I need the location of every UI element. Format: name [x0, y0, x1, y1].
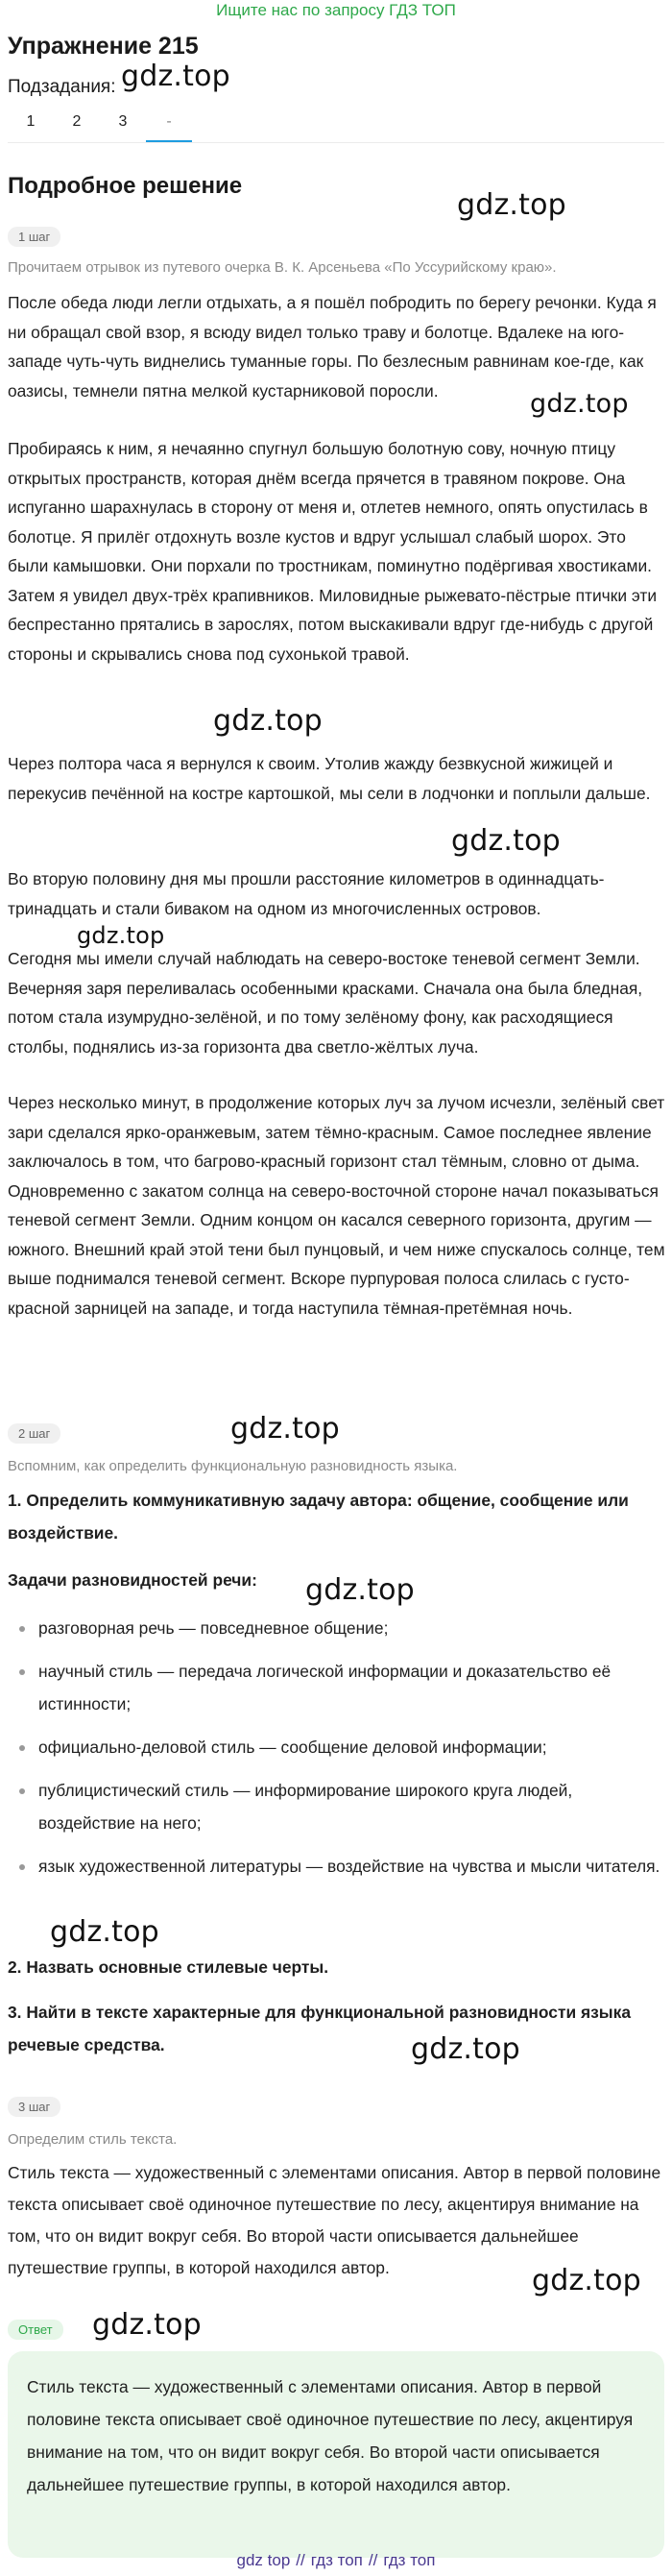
subtasks-tabs	[8, 104, 192, 142]
footer-links	[0, 2551, 672, 2570]
watermark: gdz.top	[532, 2264, 641, 2297]
answer-box	[8, 2351, 664, 2558]
answer-text: Стиль текста — художественный с элементами описания. Автор в первой половине текста описывает своё одиночное путешествие по лесу, акцентируя внимание на том, что он видит вокруг себя. Во второй части описывается дальнейшее путешествие группы, в которой находился автор.	[27, 2377, 634, 2494]
list-item: научный стиль — передача логической информации и доказательство её истинности;	[8, 1655, 666, 1720]
exercise-title: Упражнение 215	[8, 33, 199, 60]
bullet-icon	[19, 1745, 25, 1751]
footer-link[interactable]: гдз топ	[383, 2551, 436, 2569]
watermark: gdz.top	[213, 704, 323, 738]
list-item: разговорная речь — повседневное общение;	[8, 1612, 666, 1644]
tasks-heading: Задачи разновидностей речи:	[8, 1570, 257, 1590]
watermark: gdz.top	[305, 1573, 415, 1607]
instruction-point-3: 3. Найти в тексте характерные для функциональной разновидности языка речевые средства.	[8, 2003, 632, 2054]
step-badge: 2 шаг	[8, 1423, 60, 1444]
subtasks-label: Подзадания:	[8, 77, 116, 97]
footer-separator: //	[296, 2551, 305, 2569]
step-note: Прочитаем отрывок из путевого очерка В. К. Арсеньева «По Уссурийскому краю».	[8, 259, 557, 276]
watermark: gdz.top	[230, 1412, 340, 1446]
style-conclusion-text: Стиль текста — художественный с элементами описания. Автор в первой половине текста описывает своё одиночное путешествие по лесу, акцентируя внимание на том, что он видит вокруг себя. Во второй части описывается дальнейшее путешествие группы, в которой находился автор.	[8, 2163, 661, 2277]
speech-varieties-list	[8, 1612, 666, 1893]
watermark: gdz.top	[411, 2032, 520, 2066]
text-paragraph: Сегодня мы имели случай наблюдать на северо-востоке теневой сегмент Земли. Вечерняя заря переливалась особенными красками. Сначала она была бледная, потом стала изумрудно-зелёной, и по тому зелёному фону, как расходящиеся столбы, поднялись из-за горизонта два светло-жёлтых луча.	[8, 949, 643, 1057]
watermark: gdz.top	[92, 2308, 202, 2342]
text-paragraph: Во вторую половину дня мы прошли расстояние километров в одиннадцать-тринадцать и стали биваком на одном из многочисленных островов.	[8, 869, 605, 918]
solution-title: Подробное решение	[8, 173, 243, 199]
tabs-divider	[8, 142, 664, 143]
watermark: gdz.top	[530, 389, 629, 419]
list-item: официально-деловой стиль — сообщение деловой информации;	[8, 1731, 666, 1763]
footer-link[interactable]: гдз топ	[310, 2551, 363, 2569]
text-paragraph: После обеда люди легли отдыхать, а я пошёл побродить по берегу речонки. Куда я ни обращал свой взор, я всюду видел только траву и болотце. Вдалеке на юго-западе чуть-чуть виднелись туманные горы. По безлесным равнинам кое-где, как оазисы, темнели пятна мелкой кустарниковой поросли.	[8, 293, 657, 401]
step-badge: 1 шаг	[8, 227, 60, 247]
subtask-tab-3[interactable]: 3	[118, 113, 128, 130]
bullet-icon	[19, 1626, 25, 1632]
list-item: язык художественной литературы — воздействие на чувства и мысли читателя.	[8, 1850, 666, 1883]
step-note: Вспомним, как определить функциональную разновидность языка.	[8, 1458, 458, 1474]
watermark: gdz.top	[77, 922, 165, 949]
subtask-tab-1[interactable]: 1	[26, 113, 36, 130]
bullet-icon	[19, 1864, 25, 1870]
instruction-point-2: 2. Назвать основные стилевые черты.	[8, 1957, 329, 1977]
instruction-point-1: 1. Определить коммуникативную задачу автора: общение, сообщение или воздействие.	[8, 1491, 629, 1543]
text-paragraph: Через полтора часа я вернулся к своим. Утолив жажду безвкусной жижицей и перекусив печённой на костре картошкой, мы сели в лодчонки и поплыли дальше.	[8, 754, 651, 803]
watermark: gdz.top	[451, 824, 561, 858]
step-badge: 3 шаг	[8, 2097, 60, 2117]
watermark: gdz.top	[457, 188, 566, 222]
step-note: Определим стиль текста.	[8, 2131, 178, 2148]
subtask-tab-current[interactable]: -	[146, 104, 192, 142]
footer-link[interactable]: gdz top	[236, 2551, 291, 2569]
watermark: gdz.top	[121, 60, 230, 93]
answer-badge: Ответ	[8, 2320, 63, 2340]
bullet-icon	[19, 1788, 25, 1794]
footer-separator: //	[368, 2551, 378, 2569]
watermark: gdz.top	[50, 1915, 159, 1949]
top-search-banner[interactable]: Ищите нас по запросу ГДЗ ТОП	[216, 1, 456, 19]
text-paragraph: Пробираясь к ним, я нечаянно спугнул большую болотную сову, ночную птицу открытых пространств, которая днём всегда прячется в травяном покрове. Она испуганно шарахнулась в сторону от меня и, отлетев немного, опять опустилась в болотце. Я прилёг отдохнуть возле кустов и вдруг услышал слабый шорох. Это были камышовки. Они порхали по тростникам, поминутно подёргивая хвостиками. Затем я увидел двух-трёх крапивников. Миловидные рыжевато-пёстрые птички эти беспрестанно прятались в зарослях, потом выскакивали вдруг где-нибудь с другой стороны и скрывались снова под сухонькой травой.	[8, 439, 658, 664]
subtask-tab-2[interactable]: 2	[72, 113, 82, 130]
bullet-icon	[19, 1669, 25, 1675]
list-item: публицистический стиль — информирование широкого круга людей, воздействие на него;	[8, 1774, 666, 1839]
text-paragraph: Через несколько минут, в продолжение которых луч за лучом исчезли, зелёный свет зари сделался ярко-оранжевым, затем тёмно-красным. Самое последнее явление заключалось в том, что багрово-красный горизонт стал тёмным, словно от дыма. Одновременно с закатом солнца на северо-восточной стороне начал показываться теневой сегмент Земли. Одним концом он касался северного горизонта, другим — южного. Внешний край этой тени был пунцовый, и чем ниже спускалось солнце, тем выше поднимался теневой сегмент. Вскоре пурпуровая полоса слилась с густо-красной зарницей на западе, и тогда наступила тёмная-претёмная ночь.	[8, 1093, 665, 1318]
